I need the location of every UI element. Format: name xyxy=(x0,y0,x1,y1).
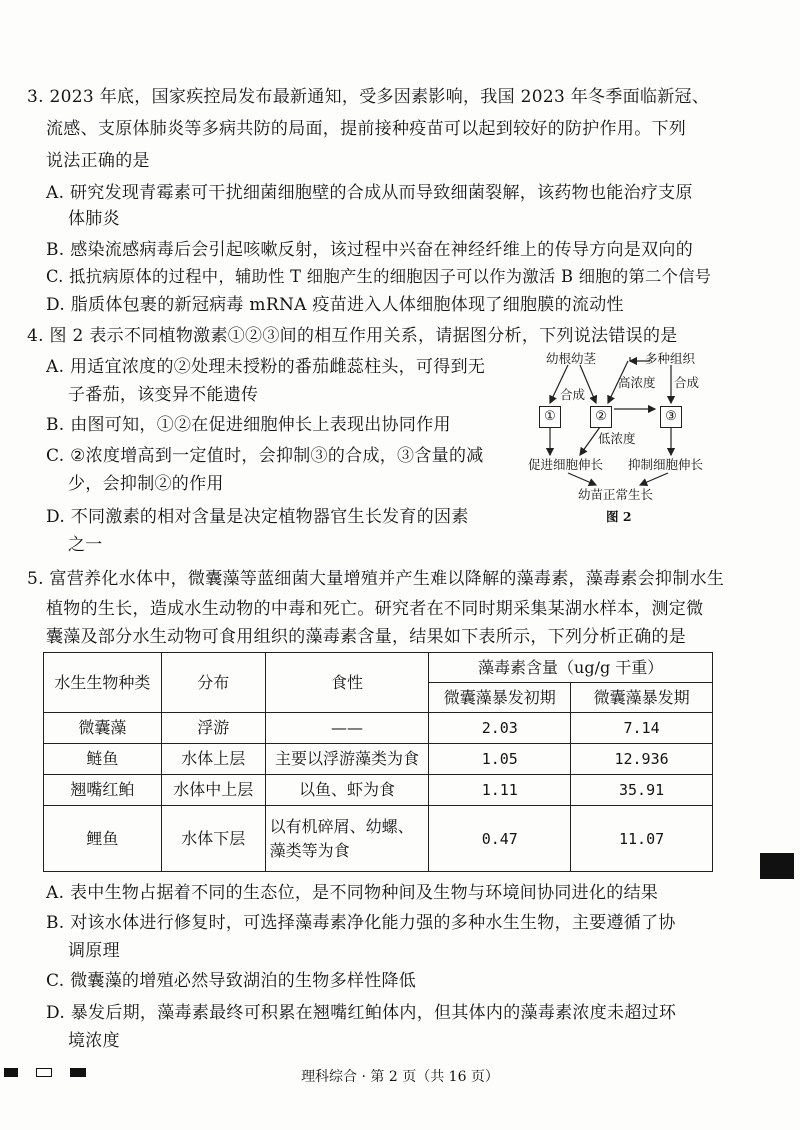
header-species: 水生生物种类 xyxy=(44,653,162,713)
arrow-2-to-promote xyxy=(580,427,600,455)
cell-species: 鲢鱼 xyxy=(44,744,162,775)
q5-option-d-line-2: 境浓度 xyxy=(68,1031,120,1051)
cell-diet: 以鱼、虾为食 xyxy=(265,775,429,806)
cell-bloom: 35.91 xyxy=(571,775,713,806)
cell-diet-line-1: 以有机碎屑、幼螺、 xyxy=(269,816,414,836)
hormone-box-3: ③ xyxy=(660,406,682,428)
table-row xyxy=(44,713,713,744)
hormone-box-1: ① xyxy=(539,406,561,428)
q3-stem-line-2: 流感、支原体肺炎等多病共防的局面，提前接种疫苗可以起到较好的防护作用。下列 xyxy=(46,119,687,139)
cell-distribution: 水体中上层 xyxy=(161,775,265,806)
table-row xyxy=(44,806,713,872)
q5-stem-line-1: 5. 富营养化水体中，微囊藻等蓝细菌大量增殖并产生难以降解的藻毒素，藻毒素会抑制水生 xyxy=(27,569,725,589)
hormone-box-2: ② xyxy=(590,406,612,428)
q5-option-d-line-1: D. 暴发后期，藻毒素最终可积累在翘嘴红鲌体内，但其体内的藻毒素浓度未超过环 xyxy=(46,1003,677,1023)
header-distribution: 分布 xyxy=(161,653,265,713)
cell-early: 1.11 xyxy=(429,775,571,806)
cell-early: 2.03 xyxy=(429,713,571,744)
header-toxin-content: 藻毒素含量（ug/g 干重） xyxy=(429,653,713,683)
table-row xyxy=(44,775,713,806)
header-bloom-period: 微囊藻暴发期 xyxy=(571,683,713,713)
q3-option-a-line-2: 体肺炎 xyxy=(68,209,120,229)
q3-option-c: C. 抵抗病原体的过程中，辅助性 T 细胞产生的细胞因子可以作为激活 B 细胞的第二个信号 xyxy=(46,267,712,286)
hormone-interaction-diagram xyxy=(528,347,724,532)
q5-option-b-line-2: 调原理 xyxy=(68,941,120,961)
q3-option-b: B. 感染流感病毒后会引起咳嗽反射，该过程中兴奋在神经纤维上的传导方向是双向的 xyxy=(46,240,693,260)
label-normal-growth: 幼苗正常生长 xyxy=(578,487,654,502)
label-synthesis-right: 合成 xyxy=(674,375,700,390)
q4-stem: 4. 图 2 表示不同植物激素①②③间的相互作用关系，请据图分析，下列说法错误的是 xyxy=(27,326,678,346)
label-inhibit-elongation: 抑制细胞伸长 xyxy=(628,457,704,472)
q3-option-a-line-1: A. 研究发现青霉素可干扰细菌细胞壁的合成从而导致细菌裂解，该药物也能治疗支原 xyxy=(46,183,693,203)
cell-distribution: 水体上层 xyxy=(161,744,265,775)
q3-stem-line-3: 说法正确的是 xyxy=(46,151,150,171)
q5-option-a: A. 表中生物占据着不同的生态位，是不同物种间及生物与环境间协同进化的结果 xyxy=(46,883,659,903)
arrow-inhibit-to-result xyxy=(640,473,668,485)
cell-bloom: 7.14 xyxy=(571,713,713,744)
header-diet: 食性 xyxy=(265,653,429,713)
cell-early: 1.05 xyxy=(429,744,571,775)
cell-distribution: 浮游 xyxy=(161,713,265,744)
label-high-concentration: 高浓度 xyxy=(618,375,656,390)
q3-option-d: D. 脂质体包裹的新冠病毒 mRNA 疫苗进入人体细胞体现了细胞膜的流动性 xyxy=(46,295,624,315)
q4-option-a-line-2: 子番茄，该变异不能遗传 xyxy=(68,385,259,405)
label-young-root-stem: 幼根幼茎 xyxy=(546,351,597,366)
cell-species: 微囊藻 xyxy=(44,713,162,744)
label-low-concentration: 低浓度 xyxy=(598,431,636,446)
cell-diet-line-2: 藻类等为食 xyxy=(269,840,350,860)
q3-stem-line-1: 3. 2023 年底，国家疾控局发布最新通知，受多因素影响，我国 2023 年冬季面临新冠、 xyxy=(27,87,710,107)
cell-early: 0.47 xyxy=(429,806,571,872)
label-many-tissues: 多种组织 xyxy=(645,351,696,366)
cell-diet: 主要以浮游藻类为食 xyxy=(265,744,429,775)
q4-option-d-line-1: D. 不同激素的相对含量是决定植物器官生长发育的因素 xyxy=(46,507,469,527)
q5-stem-line-2: 植物的生长，造成水生动物的中毒和死亡。研究者在不同时期采集某湖水样本，测定微 xyxy=(46,599,704,619)
table-row xyxy=(44,744,713,775)
arrow-promote-to-result xyxy=(568,473,596,485)
q4-option-c-line-2: 少，会抑制②的作用 xyxy=(68,474,224,494)
page-number: 理科综合 · 第 2 页（共 16 页） xyxy=(301,1069,499,1085)
label-promote-elongation: 促进细胞伸长 xyxy=(528,457,604,472)
q4-option-c-line-1: C. ②浓度增高到一定值时，会抑制③的合成，③含量的减 xyxy=(46,446,484,466)
cell-diet xyxy=(265,806,429,872)
cell-species: 鲤鱼 xyxy=(44,806,162,872)
q4-option-b: B. 由图可知，①②在促进细胞伸长上表现出协同作用 xyxy=(46,415,451,435)
cell-bloom: 11.07 xyxy=(571,806,713,872)
q4-option-d-line-2: 之一 xyxy=(68,535,103,555)
page-footer xyxy=(0,1062,800,1092)
cell-diet: —— xyxy=(265,713,429,744)
figure-caption: 图 2 xyxy=(606,509,632,524)
label-synthesis-left: 合成 xyxy=(560,387,586,402)
q5-option-b-line-1: B. 对该水体进行修复时，可选择藻毒素净化能力强的多种水生生物，主要遵循了协 xyxy=(46,913,676,933)
header-early-bloom: 微囊藻暴发初期 xyxy=(429,683,571,713)
q5-stem-line-3: 囊藻及部分水生动物可食用组织的藻毒素含量，结果如下表所示，下列分析正确的是 xyxy=(46,627,687,647)
cell-distribution: 水体下层 xyxy=(161,806,265,872)
cell-species: 翘嘴红鲌 xyxy=(44,775,162,806)
cell-bloom: 12.936 xyxy=(571,744,713,775)
toxin-table xyxy=(43,652,713,874)
scan-side-marker xyxy=(760,853,794,879)
q5-option-c: C. 微囊藻的增殖必然导致湖泊的生物多样性降低 xyxy=(46,971,417,991)
q4-option-a-line-1: A. 用适宜浓度的②处理未授粉的番茄雌蕊柱头，可得到无 xyxy=(46,357,486,377)
